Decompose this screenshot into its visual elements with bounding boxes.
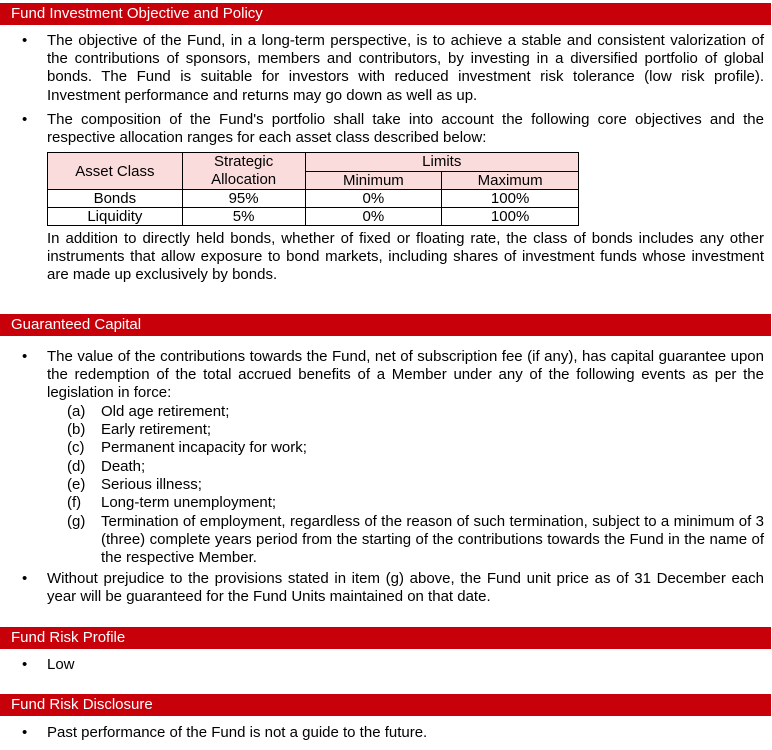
event-text: Serious illness; (101, 476, 202, 493)
table-row (48, 208, 579, 226)
bullet: • (22, 570, 28, 587)
cell-min: 0% (305, 208, 442, 226)
header-strategic-allocation: Strategic Allocation (182, 153, 305, 190)
event-text: Termination of employment, regardless of the reason of such termination, subject to a minimum of 3 (three) complete years period from the starting of the contributions towards the Fund in the name of the respective Member. (101, 513, 764, 567)
event-letter: (g) (67, 513, 86, 530)
table-header-row (48, 153, 579, 172)
section-header-objective: Fund Investment Objective and Policy (0, 3, 771, 25)
cell-asset: Bonds (48, 190, 183, 208)
guarantee-paragraph: The value of the contributions towards the Fund, net of subscription fee (if any), has capital guarantee upon the redemption of the total accrued benefits of a Member under any of the following events as per the legislation in force: (47, 348, 764, 402)
risk-disclosure-text: Past performance of the Fund is not a guide to the future. (47, 724, 428, 741)
cell-min: 0% (305, 190, 442, 208)
table-row (48, 190, 579, 208)
section-header-guaranteed-capital: Guaranteed Capital (0, 314, 771, 336)
event-text: Death; (101, 458, 146, 475)
event-letter: (e) (67, 476, 86, 493)
risk-profile-value: Low (47, 656, 75, 673)
header-asset-class: Asset Class (48, 153, 183, 190)
header-maximum: Maximum (442, 171, 579, 190)
event-letter: (d) (67, 458, 86, 475)
cell-strategic: 95% (182, 190, 305, 208)
cell-asset: Liquidity (48, 208, 183, 226)
bullet: • (22, 724, 28, 741)
cell-max: 100% (442, 190, 579, 208)
header-limits: Limits (305, 153, 578, 172)
objective-paragraph: The objective of the Fund, in a long-term perspective, is to achieve a stable and consistent valorization of the contributions of sponsors, members and contributors, by investing in a diversified portfolio of global bonds. The Fund is suitable for investors with reduced investment risk tolerance (low risk profile). Investment performance and returns may go down as well as up. (47, 32, 764, 104)
allocation-table (47, 152, 579, 226)
cell-max: 100% (442, 208, 579, 226)
bonds-note: In addition to directly held bonds, whether of fixed or floating rate, the class of bonds includes any other instruments that allow exposure to bond markets, including shares of investment funds whose investment are made up exclusively by bonds. (47, 230, 764, 284)
bullet: • (22, 111, 28, 128)
bullet: • (22, 656, 28, 673)
event-text: Early retirement; (101, 421, 212, 438)
section-header-risk-profile: Fund Risk Profile (0, 627, 771, 649)
section-header-risk-disclosure: Fund Risk Disclosure (0, 694, 771, 716)
event-text: Permanent incapacity for work; (101, 439, 307, 456)
event-letter: (f) (67, 494, 82, 511)
event-text: Old age retirement; (101, 403, 230, 420)
event-letter: (b) (67, 421, 86, 438)
event-letter: (a) (67, 403, 86, 420)
event-letter: (c) (67, 439, 85, 456)
cell-strategic: 5% (182, 208, 305, 226)
event-text: Long-term unemployment; (101, 494, 277, 511)
bullet: • (22, 348, 28, 365)
bullet: • (22, 32, 28, 49)
composition-paragraph: The composition of the Fund's portfolio shall take into account the following core objectives and the respective allocation ranges for each asset class described below: (47, 111, 764, 147)
header-minimum: Minimum (305, 171, 442, 190)
unit-price-paragraph: Without prejudice to the provisions stated in item (g) above, the Fund unit price as of 31 December each year will be guaranteed for the Fund Units maintained on that date. (47, 570, 764, 606)
